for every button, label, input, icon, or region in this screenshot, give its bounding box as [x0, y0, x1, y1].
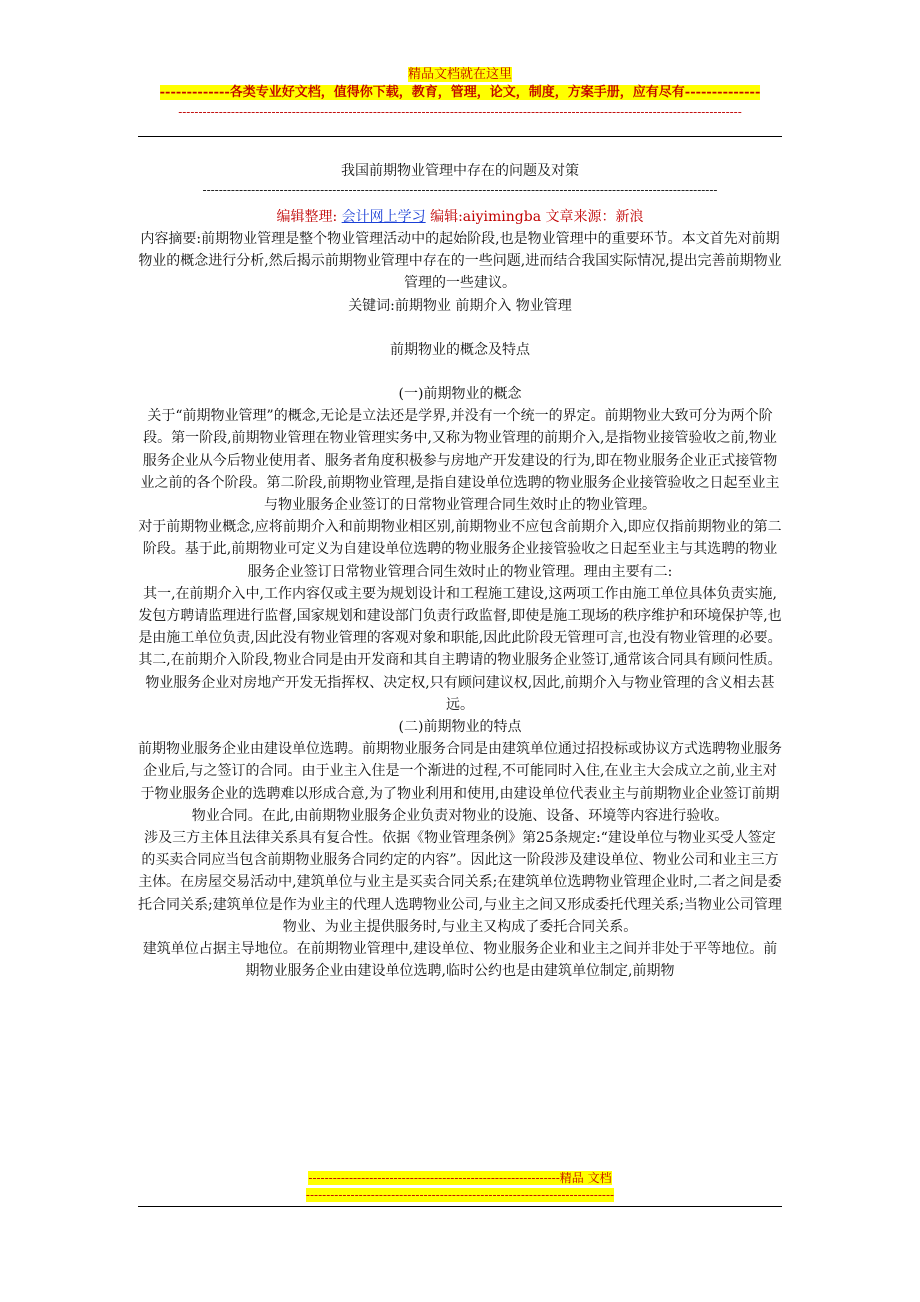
section-heading: 前期物业的概念及特点 — [390, 341, 530, 358]
document-title: 我国前期物业管理中存在的问题及对策 — [341, 163, 579, 179]
paragraph: 对于前期物业概念,应将前期介入和前期物业相区别,前期物业不应包含前期介入,即应仅指前期物业的第二阶段。基于此,前期物业可定义为自建设单位选聘的物业服务企业接管验收之日起至业主与其选聘的物业服务企业签订日常物业管理合同生效时止的物业管理。理由主要有二: — [138, 519, 782, 580]
credits-prefix: 编辑整理: — [276, 209, 342, 225]
credits-suffix: 编辑:aiyimingba 文章来源：新浪 — [425, 209, 644, 225]
header-banner — [0, 66, 920, 83]
header-slogan — [0, 84, 920, 101]
subsection-heading: (二)前期物业的特点 — [398, 719, 522, 736]
paragraph: 其二,在前期介入阶段,物业合同是由开发商和其自主聘请的物业服务企业签订,通常该合同具有顾问性质。物业服务企业对房地产开发无指挥权、决定权,只有顾问建议权,因此,前期介入与物业管理的含义相去甚远。 — [138, 652, 782, 713]
subsection-heading: (一)前期物业的概念 — [398, 386, 522, 403]
paragraph: 涉及三方主体且法律关系具有复合性。依据《物业管理条例》第25条规定:“建设单位与物业买受人签定的买卖合同应当包含前期物业服务合同约定的内容”。因此这一阶段涉及建设单位、物业公司和业主三方主体。在房屋交易活动中,建筑单位与业主是买卖合同关系;在建筑单位选聘物业管理企业时,二者之间是委托合同关系;建筑单位是作为业主的代理人选聘物业公司,与业主之间又形成委托代理关系;当物业公司管理物业、为业主提供服务时,与业主又构成了委托合同关系。 — [138, 830, 782, 935]
credits-line — [0, 206, 920, 226]
footer-text: --------------------------------------------------------------精品 文档 — [308, 1171, 612, 1185]
paragraph: 其一,在前期介入中,工作内容仅或主要为规划设计和工程施工建设,这两项工作由施工单位具体负责实施,发包方聘请监理进行监督,国家规划和建设部门负责行政监督,即使是施工现场的秩序维护和环境保护等,也是由施工单位负责,因此没有物业管理的客观对象和职能,因此此阶段无管理可言,也没有物业管理的必要。 — [138, 585, 782, 647]
header-rule — [138, 136, 782, 137]
paragraph: 建筑单位占据主导地位。在前期物业管理中,建设单位、物业服务企业和业主之间并非处于平等地位。前期物业服务企业由建设单位选聘,临时公约也是由建筑单位制定,前期物 — [142, 941, 778, 980]
footer-dash-text: ---------------------------------------------------------------------------- — [305, 1188, 615, 1202]
source-link[interactable]: 会计网上学习 — [341, 209, 426, 225]
header-title: 精品文档就在这里 — [407, 67, 512, 82]
keywords: 关键词:前期物业 前期介入 物业管理 — [348, 297, 572, 314]
abstract: 内容摘要:前期物业管理是整个物业管理活动中的起始阶段,也是物业管理中的重要环节。本文首先对前期物业的概念进行分析,然后揭示前期物业管理中存在的一些问题,进而结合我国实际情况,提出完善前期物业管理的一些建议。 — [138, 231, 782, 292]
footer-rule — [138, 1206, 782, 1207]
paragraph: 关于“前期物业管理”的概念,无论是立法还是学界,并没有一个统一的界定。前期物业大致可分为两个阶段。第一阶段,前期物业管理在物业管理实务中,又称为物业管理的前期介入,是指物业接管验收之前,物业服务企业从今后物业使用者、服务者角度积极参与房地产开发建设的行为,即在物业服务企业正式接管物业之前的各个阶段。第二阶段,前期物业管理,是指自建设单位选聘的物业服务企业接管验收之日起至业主与物业服务企业签订的日常物业管理合同生效时止的物业管理。 — [140, 408, 780, 514]
title-divider: ------------------------------------------------------------------------------------------------------------------------------- — [202, 183, 718, 197]
footer-dash — [0, 1187, 920, 1204]
document-body — [138, 228, 782, 983]
paragraph: 前期物业服务企业由建设单位选聘。前期物业服务合同是由建筑单位通过招投标或协议方式选聘物业服务企业后,与之签订的合同。由于业主入住是一个渐进的过程,不可能同时入住,在业主大会成立之前,业主对于物业服务企业的选聘难以形成合意,为了物业利用和使用,由建设单位代表业主与前期物业企业签订前期物业合同。在此,由前期物业服务企业负责对物业的设施、设备、环境等内容进行验收。 — [138, 741, 782, 824]
footer-banner — [0, 1170, 920, 1187]
header-slogan-text: -------------各类专业好文档，值得你下载，教育，管理，论文，制度，方案手册，应有尽有-------------- — [159, 85, 761, 100]
header-dash-line: ------------------------------------------------------------------------------------------------------------------------------------------- — [178, 105, 742, 119]
